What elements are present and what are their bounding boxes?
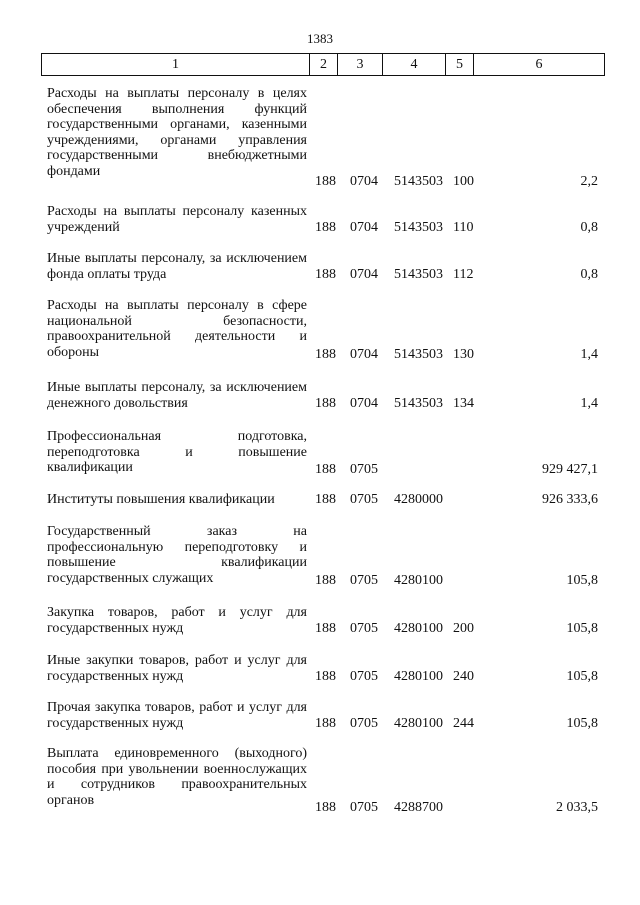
amount: 105,8	[566, 621, 598, 636]
ministry-code: 188	[315, 174, 336, 189]
target-code: 4280100	[394, 716, 443, 731]
section-code: 0705	[350, 669, 378, 684]
amount: 929 427,1	[542, 462, 598, 477]
section-code: 0705	[350, 492, 378, 507]
row-description: Иные выплаты персоналу, за исключением денежного довольствия	[47, 380, 307, 411]
row-description: Профессиональная подготовка, переподготовка и повышение квалификации	[47, 429, 307, 476]
target-code: 5143503	[394, 220, 443, 235]
target-code: 4288700	[394, 800, 443, 815]
ministry-code: 188	[315, 669, 336, 684]
section-code: 0705	[350, 462, 378, 477]
expense-type-code: 200	[453, 621, 474, 636]
ministry-code: 188	[315, 267, 336, 282]
section-code: 0704	[350, 347, 378, 362]
expense-type-code: 244	[453, 716, 474, 731]
column-header-1: 1	[42, 54, 310, 75]
section-code: 0704	[350, 267, 378, 282]
amount: 1,4	[580, 396, 598, 411]
amount: 2 033,5	[556, 800, 598, 815]
amount: 105,8	[566, 669, 598, 684]
row-description: Государственный заказ на профессиональную переподготовку и повышение квалификации государственных служащих	[47, 524, 307, 586]
row-description: Прочая закупка товаров, работ и услуг для государственных нужд	[47, 700, 307, 731]
ministry-code: 188	[315, 347, 336, 362]
column-header-5: 5	[446, 54, 474, 75]
section-code: 0704	[350, 220, 378, 235]
target-code: 4280100	[394, 669, 443, 684]
amount: 0,8	[580, 267, 598, 282]
row-description: Расходы на выплаты персоналу казенных учреждений	[47, 204, 307, 235]
column-header-4: 4	[383, 54, 446, 75]
section-code: 0705	[350, 716, 378, 731]
expense-type-code: 110	[453, 220, 474, 235]
ministry-code: 188	[315, 492, 336, 507]
column-header-6: 6	[535, 56, 543, 72]
target-code: 4280100	[394, 621, 443, 636]
column-header-3: 3	[338, 54, 383, 75]
row-description: Расходы на выплаты персоналу в сфере национальной безопасности, правоохранительной деятельности и обороны	[47, 298, 307, 360]
row-description: Иные выплаты персоналу, за исключением фонда оплаты труда	[47, 251, 307, 282]
section-code: 0704	[350, 174, 378, 189]
target-code: 4280000	[394, 492, 443, 507]
expense-type-code: 134	[453, 396, 474, 411]
row-description: Институты повышения квалификации	[47, 492, 275, 507]
amount: 105,8	[566, 716, 598, 731]
ministry-code: 188	[315, 621, 336, 636]
ministry-code: 188	[315, 573, 336, 588]
section-code: 0705	[350, 573, 378, 588]
ministry-code: 188	[315, 220, 336, 235]
expense-type-code: 240	[453, 669, 474, 684]
amount: 0,8	[580, 220, 598, 235]
ministry-code: 188	[315, 396, 336, 411]
target-code: 5143503	[394, 267, 443, 282]
ministry-code: 188	[315, 462, 336, 477]
amount: 1,4	[580, 347, 598, 362]
amount: 2,2	[580, 174, 598, 189]
ministry-code: 188	[315, 800, 336, 815]
row-description: Расходы на выплаты персоналу в целях обеспечения выполнения функций государственными органами, казенными учреждениями, органами управления государственными внебюджетными фондами	[47, 86, 307, 179]
expense-type-code: 100	[453, 174, 474, 189]
ministry-code: 188	[315, 716, 336, 731]
expense-type-code: 130	[453, 347, 474, 362]
row-description: Закупка товаров, работ и услуг для государственных нужд	[47, 605, 307, 636]
section-code: 0705	[350, 800, 378, 815]
section-code: 0704	[350, 396, 378, 411]
amount: 105,8	[566, 573, 598, 588]
row-description: Выплата единовременного (выходного) пособия при увольнении военнослужащих и сотрудников правоохранительных органов	[47, 746, 307, 808]
target-code: 5143503	[394, 396, 443, 411]
table-header	[41, 53, 605, 76]
target-code: 5143503	[394, 347, 443, 362]
target-code: 4280100	[394, 573, 443, 588]
row-description: Иные закупки товаров, работ и услуг для государственных нужд	[47, 653, 307, 684]
expense-type-code: 112	[453, 267, 474, 282]
page-number: 1383	[307, 31, 333, 46]
section-code: 0705	[350, 621, 378, 636]
amount: 926 333,6	[542, 492, 598, 507]
column-header-2: 2	[310, 54, 338, 75]
target-code: 5143503	[394, 174, 443, 189]
